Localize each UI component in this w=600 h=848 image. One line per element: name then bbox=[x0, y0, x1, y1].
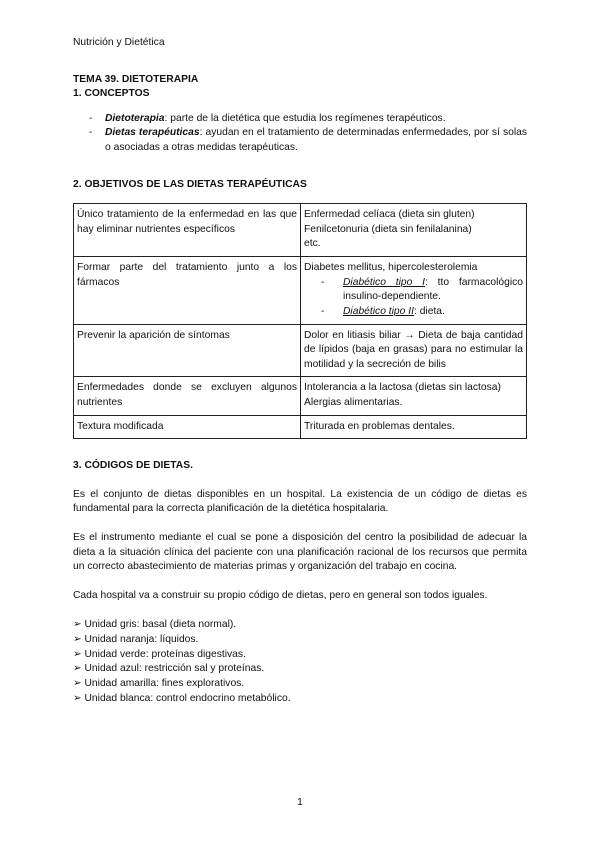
concepts-list bbox=[73, 112, 527, 156]
concept-item bbox=[89, 112, 527, 127]
example-line: Alergias alimentarias. bbox=[304, 396, 403, 408]
topic-title: TEMA 39. DIETOTERAPIA bbox=[73, 73, 199, 85]
paragraph: Es el conjunto de dietas disponibles en un hospital. La existencia de un código de dietas es fundamental para la correcta planificación de la dietética hospitalaria. bbox=[73, 488, 527, 515]
concept-text: : parte de la dietética que estudia los regímenes terapéuticos. bbox=[164, 112, 446, 124]
diet-unit-item: ➢ Unidad amarilla: fines explorativos. bbox=[73, 677, 527, 692]
diet-unit-item: ➢ Unidad blanca: control endocrino metabólico. bbox=[73, 692, 527, 707]
table-row bbox=[74, 377, 527, 415]
concept-term: Dietoterapia bbox=[105, 112, 165, 124]
diet-unit-item: ➢ Unidad verde: proteínas digestivas. bbox=[73, 648, 527, 663]
example-cell bbox=[301, 377, 527, 415]
diet-units-list bbox=[73, 618, 527, 706]
example-cell: Triturada en problemas dentales. bbox=[301, 415, 527, 439]
section-1-title: 1. CONCEPTOS bbox=[73, 88, 150, 100]
concept-term: Dietas terapéuticas bbox=[105, 127, 200, 139]
concept-item bbox=[89, 126, 527, 155]
example-line: etc. bbox=[304, 238, 321, 250]
objective-cell: Textura modificada bbox=[74, 415, 301, 439]
table-row bbox=[74, 324, 527, 377]
example-line: Enfermedad celíaca (dieta sin gluten) bbox=[304, 209, 475, 221]
diet-unit-item: ➢ Unidad naranja: líquidos. bbox=[73, 633, 527, 648]
document-page bbox=[73, 36, 527, 706]
section-2-title: 2. OBJETIVOS DE LAS DIETAS TERAPÉUTICAS bbox=[73, 178, 307, 190]
table-row bbox=[74, 415, 527, 439]
diet-unit-item: ➢ Unidad gris: basal (dieta normal). bbox=[73, 618, 527, 633]
document-header: Nutrición y Dietética bbox=[73, 37, 165, 48]
diabetes-type-term: Diabético tipo I bbox=[343, 276, 425, 288]
example-line: Diabetes mellitus, hipercolesterolemia bbox=[304, 262, 478, 274]
objective-cell: Formar parte del tratamiento junto a los fármacos bbox=[74, 257, 301, 324]
diabetes-type-item bbox=[321, 276, 523, 305]
concept-text: : ayudan en el tratamiento de determinadas enfermedades, por sí solas o asociadas a otras medidas terapéuticas. bbox=[105, 127, 527, 154]
section-3-title: 3. CÓDIGOS DE DIETAS. bbox=[73, 460, 193, 472]
example-cell bbox=[301, 257, 527, 324]
page-number: 1 bbox=[297, 797, 303, 808]
example-line: Intolerancia a la lactosa (dietas sin lactosa) bbox=[304, 382, 501, 394]
paragraph: Es el instrumento mediante el cual se pone a disposición del centro la posibilidad de adecuar la dieta a la situación clínica del paciente con una planificación racional de los recursos que permita un correcto abastecimiento de materias primas y organización del trabajo en cocina. bbox=[73, 532, 527, 573]
example-line: Fenilcetonuria (dieta sin fenilalanina) bbox=[304, 223, 472, 235]
objective-cell: Único tratamiento de la enfermedad en las que hay eliminar nutrientes específicos bbox=[74, 204, 301, 257]
diabetes-type-item bbox=[321, 305, 523, 320]
example-cell bbox=[301, 204, 527, 257]
diabetes-type-term: Diabético tipo II bbox=[343, 305, 414, 317]
diabetes-type-text: : tto farmacológico insulino-dependiente. bbox=[343, 276, 523, 303]
diet-unit-item: ➢ Unidad azul: restricción sal y proteínas. bbox=[73, 662, 527, 677]
objectives-table bbox=[73, 203, 527, 439]
diabetes-type-text: : dieta. bbox=[413, 305, 445, 317]
table-row bbox=[74, 204, 527, 257]
objective-cell: Prevenir la aparición de síntomas bbox=[74, 324, 301, 377]
objective-cell: Enfermedades donde se excluyen algunos nutrientes bbox=[74, 377, 301, 415]
diabetes-type-list bbox=[304, 276, 523, 320]
example-cell: Dolor en litiasis biliar → Dieta de baja cantidad de lípidos (baja en grasas) para no estimular la motilidad y la secreción de bilis bbox=[301, 324, 527, 377]
paragraph: Cada hospital va a construir su propio código de dietas, pero en general son todos iguales. bbox=[73, 589, 488, 601]
table-row bbox=[74, 257, 527, 324]
